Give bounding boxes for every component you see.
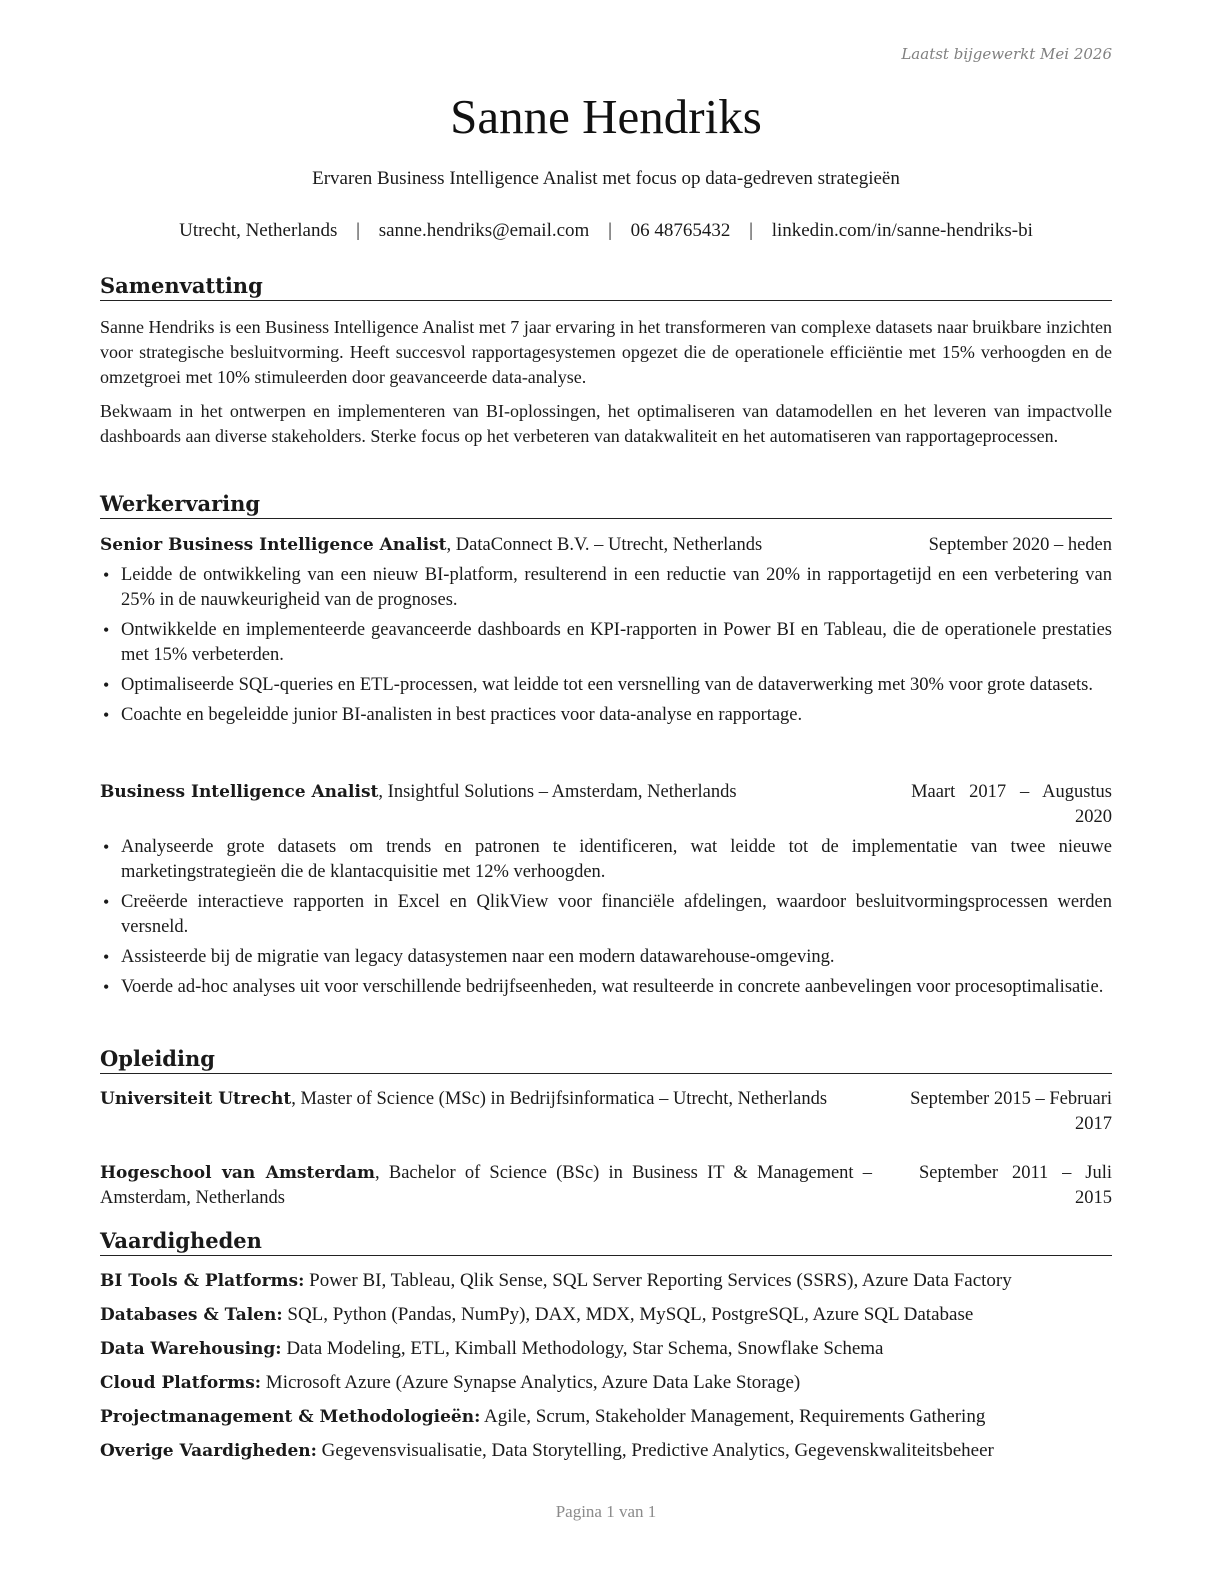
job-dates: Maart 2017 – Augustus	[911, 782, 1112, 802]
job-company: , DataConnect B.V. – Utrecht, Netherlands	[446, 535, 763, 555]
job-header	[100, 533, 1112, 558]
job-company: , Insightful Solutions – Amsterdam, Netherlands	[378, 782, 737, 802]
skill-label: Databases & Talen:	[100, 1305, 283, 1325]
education-dates-continued: 2017	[1075, 1114, 1112, 1134]
contact-separator: |	[749, 220, 753, 241]
skill-value: Agile, Scrum, Stakeholder Management, Requirements Gathering	[480, 1406, 986, 1427]
skill-row	[100, 1438, 1112, 1472]
list-item: • Optimaliseerde SQL-queries en ETL-processen, wat leidde tot een versnelling van de dataverwerking met 30% voor grote datasets.	[100, 673, 1112, 698]
job-bullets	[100, 835, 1112, 1005]
job-header	[100, 780, 1112, 830]
skill-label: Projectmanagement & Methodologieën:	[100, 1407, 481, 1427]
job-dates: September 2020 – heden	[928, 535, 1112, 555]
job-dates-continued: 2020	[1075, 807, 1112, 827]
skills-list	[100, 1268, 1112, 1472]
list-item: • Voerde ad-hoc analyses uit voor verschillende bedrijfseenheden, wat resulteerde in concrete aanbevelingen voor procesoptimalisatie.	[100, 975, 1112, 1000]
skill-label: BI Tools & Platforms:	[100, 1271, 305, 1291]
list-item: • Assisteerde bij de migratie van legacy datasystemen naar een modern datawarehouse-omgeving.	[100, 945, 1112, 970]
education-school: Universiteit Utrecht	[100, 1089, 292, 1109]
contact-phone[interactable]: 06 48765432	[630, 220, 731, 241]
contact-location: Utrecht, Netherlands	[179, 220, 338, 241]
skill-row	[100, 1370, 1112, 1404]
list-item: • Leidde de ontwikkeling van een nieuw BI-platform, resulterend in een reductie van 20% in rapportagetijd en een verbetering van 25% in de nauwkeurigheid van de prognoses.	[100, 563, 1112, 613]
contact-separator: |	[356, 220, 360, 241]
skill-row	[100, 1404, 1112, 1438]
skill-label: Overige Vaardigheden:	[100, 1441, 317, 1461]
summary-paragraph: Bekwaam in het ontwerpen en implementeren van BI-oplossingen, het optimaliseren van datamodellen en het leveren van impactvolle dashboards aan diverse stakeholders. Sterke focus op het verbeteren van datakwaliteit en het automatiseren van rapportageprocessen.	[100, 401, 1112, 446]
education-entry	[100, 1087, 1112, 1137]
contact-separator: |	[608, 220, 612, 241]
skill-value: SQL, Python (Pandas, NumPy), DAX, MDX, MySQL, PostgreSQL, Azure SQL Database	[282, 1304, 974, 1325]
section-title-education: Opleiding	[100, 1045, 1112, 1074]
resume-page	[100, 0, 1112, 1584]
job-role: Senior Business Intelligence Analist	[100, 535, 447, 555]
list-item: • Analyseerde grote datasets om trends en patronen te identificeren, wat leidde tot de implementatie van twee nieuwe marketingstrategieën die de klantacquisitie met 12% verhoogden.	[100, 835, 1112, 885]
summary-paragraph: Sanne Hendriks is een Business Intelligence Analist met 7 jaar ervaring in het transformeren van complexe datasets naar bruikbare inzichten voor strategische besluitvorming. Heeft succesvol rapportagesystemen opgezet die de operationele efficiëntie met 15% verhoogden en de omzetgroei met 10% stimuleerden door geavanceerde data-analyse.	[100, 317, 1112, 387]
education-detail: , Bachelor of Science (BSc) in Business IT & Management – Amsterdam, Netherlands	[100, 1163, 873, 1208]
skill-row	[100, 1336, 1112, 1370]
skill-row	[100, 1302, 1112, 1336]
skill-label: Cloud Platforms:	[100, 1373, 262, 1393]
page-number: Pagina 1 van 1	[555, 1502, 657, 1521]
contact-linkedin[interactable]: linkedin.com/in/sanne-hendriks-bi	[771, 220, 1033, 241]
skill-row	[100, 1268, 1112, 1302]
section-title-skills: Vaardigheden	[100, 1227, 1112, 1256]
last-updated: Laatst bijgewerkt Mei 2026	[901, 45, 1112, 63]
section-title-experience: Werkervaring	[100, 490, 1112, 519]
contact-email[interactable]: sanne.hendriks@email.com	[378, 220, 590, 241]
candidate-name: Sanne Hendriks	[450, 89, 762, 144]
contact-line	[100, 220, 1112, 242]
skill-value: Microsoft Azure (Azure Synapse Analytics, Azure Data Lake Storage)	[261, 1372, 801, 1393]
job-bullets	[100, 563, 1112, 733]
skill-label: Data Warehousing:	[100, 1339, 282, 1359]
education-dates-continued: 2015	[1075, 1188, 1112, 1208]
skill-value: Power BI, Tableau, Qlik Sense, SQL Server Reporting Services (SSRS), Azure Data Factory	[304, 1270, 1012, 1291]
education-entry	[100, 1161, 1112, 1211]
skill-value: Data Modeling, ETL, Kimball Methodology, Star Schema, Snowflake Schema	[281, 1338, 884, 1359]
education-dates: September 2015 – Februari	[910, 1089, 1112, 1109]
tagline: Ervaren Business Intelligence Analist met focus op data-gedreven strategieën	[312, 168, 900, 189]
education-school: Hogeschool van Amsterdam	[100, 1163, 376, 1183]
section-title-summary: Samenvatting	[100, 272, 1112, 301]
list-item: • Creëerde interactieve rapporten in Excel en QlikView voor financiële afdelingen, waardoor besluitvormingsprocessen werden versneld.	[100, 890, 1112, 940]
education-detail: , Master of Science (MSc) in Bedrijfsinformatica – Utrecht, Netherlands	[291, 1089, 828, 1109]
job-role: Business Intelligence Analist	[100, 782, 379, 802]
skill-value: Gegevensvisualisatie, Data Storytelling, Predictive Analytics, Gegevenskwaliteitsbeheer	[316, 1440, 994, 1461]
list-item: • Coachte en begeleidde junior BI-analisten in best practices voor data-analyse en rapportage.	[100, 703, 1112, 728]
list-item: • Ontwikkelde en implementeerde geavanceerde dashboards en KPI-rapporten in Power BI en Tableau, die de operationele prestaties met 15% verbeterden.	[100, 618, 1112, 668]
education-dates: September 2011 – Juli	[918, 1163, 1112, 1183]
